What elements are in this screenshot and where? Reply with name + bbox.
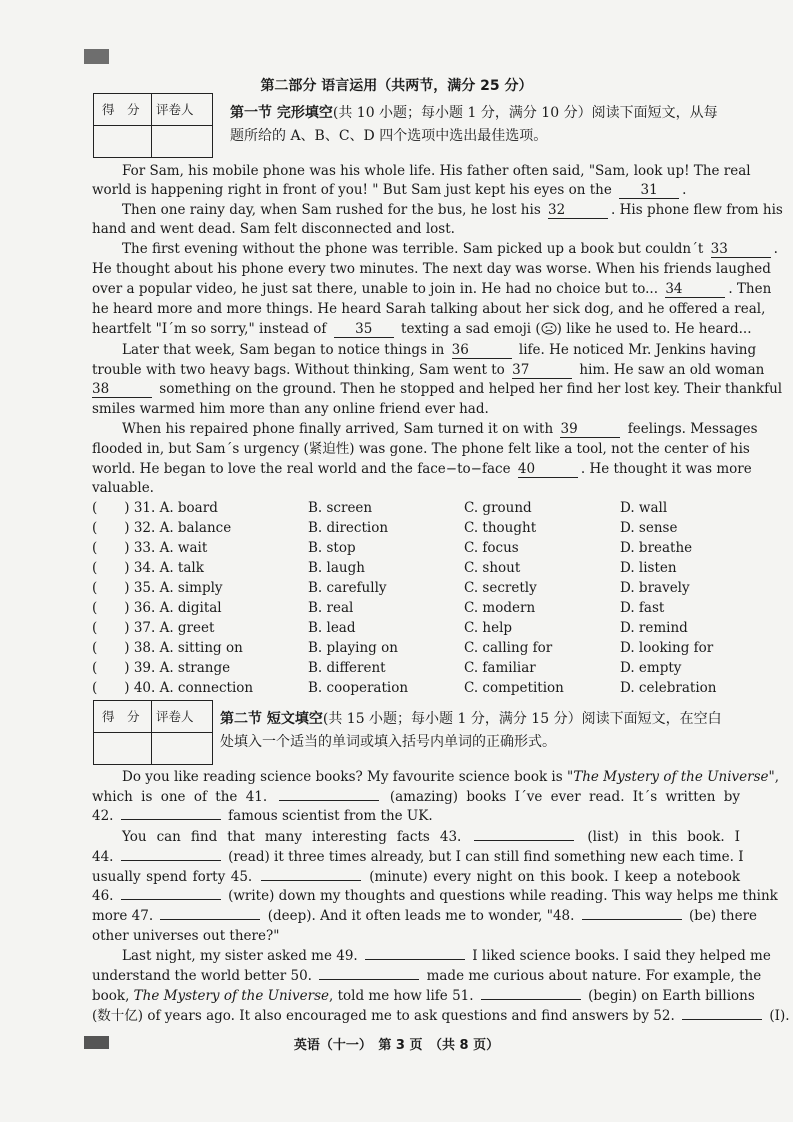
p2-line-2: which is one of the 41. (amazing) books I´ve ever read. It´s written by (92, 789, 740, 805)
p1-line-14: When his repaired phone finally arrived, Sam turned it on with 39 feelings. Messages (122, 421, 758, 437)
blank-44[interactable] (121, 860, 221, 861)
option-row-35: ( ) 35. A. simply B. carefully C. secretly D. bravely (92, 580, 690, 596)
blank-49[interactable] (365, 959, 465, 960)
p1-line-5: The first evening without the phone was terrible. Sam picked up a book but couldn´t 33 . (122, 241, 778, 257)
score-label: 得 分 (102, 102, 140, 117)
option-row-33: ( ) 33. A. wait B. stop C. focus D. breathe (92, 540, 693, 556)
blank-33[interactable]: 33 (711, 242, 771, 258)
sad-emoji-icon (541, 322, 557, 335)
score-table-2 (93, 700, 213, 765)
p1-line-12: 38 something on the ground. Then he stopped and helped her find her lost key. Their thankful (92, 381, 783, 397)
blank-42[interactable] (121, 819, 221, 820)
blank-41[interactable] (279, 800, 379, 801)
p1-line-2: world is happening right in front of you! " But Sam just kept his eyes on the 31 . (92, 182, 687, 198)
p1-line-1: For Sam, his mobile phone was his whole life. His father often said, "Sam, look up! The real (122, 163, 751, 179)
blank-43[interactable] (474, 840, 574, 841)
blank-36[interactable]: 36 (452, 343, 512, 359)
section2-heading (220, 709, 742, 730)
p1-line-9: heartfelt "I´m so sorry," instead of 35 texting a sad emoji ( ) like he used to. He heard... (92, 321, 752, 337)
blank-45[interactable] (261, 880, 361, 881)
blank-51[interactable] (481, 999, 581, 1000)
blank-35[interactable]: 35 (334, 322, 394, 338)
blank-46[interactable] (121, 899, 221, 900)
blank-32[interactable]: 32 (548, 203, 608, 219)
p2-line-6: usually spend forty 45. (minute) every night on this book. I keep a notebook (92, 869, 740, 885)
blank-38[interactable]: 38 (92, 382, 152, 398)
p1-line-8: he heard more and more things. He heard Sarah talking about her sick dog, and he offered a real, (92, 301, 766, 317)
p1-line-16: world. He began to love the real world and the face−to−face 40 . He thought it was more (92, 461, 752, 477)
p1-line-13: smiles warmed him more than any online friend ever had. (92, 401, 489, 417)
blank-40[interactable]: 40 (518, 462, 578, 478)
p2-line-13: (数十亿) of years ago. It also encouraged me to ask questions and find answers by 52. (I). (92, 1008, 790, 1024)
section2-rule: (共 15 小题；每小题 1 分，满分 15 分）阅读下面短文，在空白 (322, 711, 722, 727)
p2-line-9: other universes out there?" (92, 928, 280, 944)
section1-rule: (共 10 小题；每小题 1 分，满分 10 分）阅读下面短文，从每 (332, 105, 718, 121)
option-row-31: ( ) 31. A. board B. screen C. ground D. wall (92, 500, 668, 516)
p2-line-5: 44. (read) it three times already, but I can still find something new each time. I (92, 849, 744, 865)
p2-line-11: understand the world better 50. made me curious about nature. For example, the (92, 968, 762, 984)
option-row-38: ( ) 38. A. sitting on B. playing on C. calling for D. looking for (92, 640, 714, 656)
blank-52[interactable] (682, 1019, 762, 1020)
blank-47[interactable] (160, 919, 260, 920)
blank-34[interactable]: 34 (665, 282, 725, 298)
p1-line-3: Then one rainy day, when Sam rushed for the bus, he lost his 32 . His phone flew from his (122, 202, 783, 218)
p2-line-10: Last night, my sister asked me 49. I liked science books. I said they helped me (122, 948, 771, 964)
page-footer: 英语（十一） 第 3 页 （共 8 页） (293, 1038, 500, 1053)
p2-line-4: You can find that many interesting facts 43. (list) in this book. I (122, 829, 740, 845)
section2-rule-line2: 处填入一个适当的单词或填入括号内单词的正确形式。 (220, 734, 556, 750)
p1-line-17: valuable. (92, 480, 154, 496)
p1-line-7: over a popular video, he just sat there, unable to join in. He had no choice but to... 34 . Then (92, 281, 772, 297)
p1-line-4: hand and went dead. Sam felt disconnected and lost. (92, 221, 455, 237)
section1-heading (230, 103, 742, 124)
section2-title: 第二节 短文填空 (220, 711, 323, 727)
option-row-39: ( ) 39. A. strange B. different C. familiar D. empty (92, 660, 682, 676)
section1-rule-line2: 题所给的 A、B、C、D 四个选项中选出最佳选项。 (230, 128, 548, 144)
p1-line-15: flooded in, but Sam´s urgency (紧迫性) was gone. The phone felt like a tool, not the center of his (92, 441, 750, 457)
section1-title: 第一节 完形填空 (230, 105, 333, 121)
blank-37[interactable]: 37 (512, 363, 572, 379)
corner-mark (84, 49, 109, 64)
score-label: 得 分 (102, 709, 140, 724)
p2-line-7: 46. (write) down my thoughts and questions while reading. This way helps me think (92, 888, 778, 904)
blank-39[interactable]: 39 (560, 422, 620, 438)
part-title: 第二部分 语言运用（共两节，满分 25 分） (260, 78, 533, 94)
option-row-36: ( ) 36. A. digital B. real C. modern D. fast (92, 600, 665, 616)
blank-50[interactable] (319, 979, 419, 980)
p2-line-1: Do you like reading science books? My favourite science book is "The Mystery of the Universe", (122, 769, 780, 785)
option-row-40: ( ) 40. A. connection B. cooperation C. competition D. celebration (92, 680, 717, 696)
p2-line-3: 42. famous scientist from the UK. (92, 808, 433, 824)
score-table-1 (93, 93, 213, 158)
p1-line-11: trouble with two heavy bags. Without thinking, Sam went to 37 him. He saw an old woman (92, 362, 765, 378)
grader-label: 评卷人 (156, 102, 194, 117)
option-row-34: ( ) 34. A. talk B. laugh C. shout D. listen (92, 560, 677, 576)
p2-line-12: book, The Mystery of the Universe, told me how life 51. (begin) on Earth billions (92, 988, 755, 1004)
p1-line-6: He thought about his phone every two minutes. The next day was worse. When his friends laughed (92, 261, 771, 277)
blank-48[interactable] (582, 919, 682, 920)
option-row-32: ( ) 32. A. balance B. direction C. thought D. sense (92, 520, 678, 536)
grader-label: 评卷人 (156, 709, 194, 724)
p1-line-10: Later that week, Sam began to notice things in 36 life. He noticed Mr. Jenkins having (122, 342, 757, 358)
p2-line-8: more 47. (deep). And it often leads me to wonder, "48. (be) there (92, 908, 758, 924)
blank-31[interactable]: 31 (619, 183, 679, 199)
option-row-37: ( ) 37. A. greet B. lead C. help D. remind (92, 620, 688, 636)
